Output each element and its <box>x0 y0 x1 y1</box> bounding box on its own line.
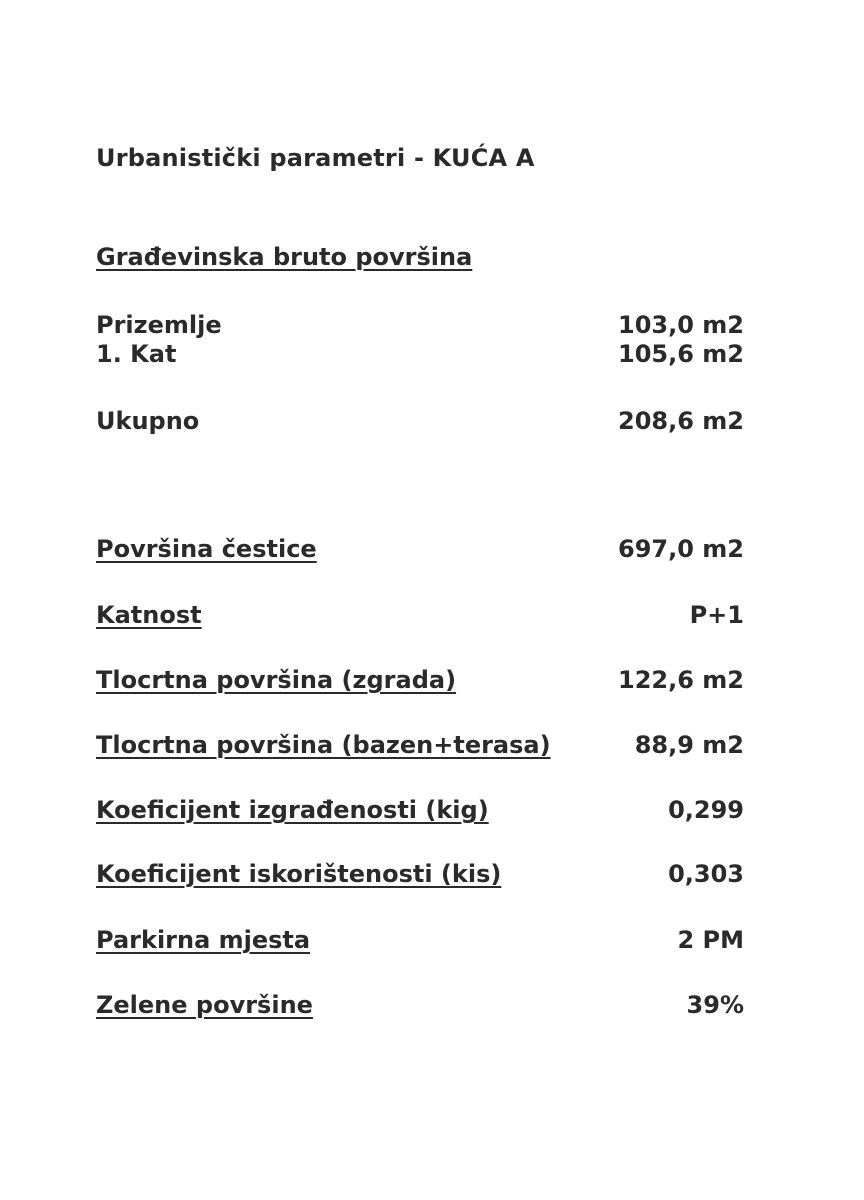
total-value: 208,6 m2 <box>618 407 744 435</box>
parameter-label: Koeficijent iskorištenosti (kis) <box>96 860 502 888</box>
parameter-row-floors <box>96 601 744 629</box>
parameter-value: 2 PM <box>677 926 744 954</box>
parameter-row-parking <box>96 926 744 954</box>
parameter-label: Zelene površine <box>96 991 313 1019</box>
row-value: 105,6 m2 <box>618 340 744 368</box>
parameter-value: 39% <box>686 991 744 1019</box>
gross-area-total-row <box>96 407 744 435</box>
parameter-value: 0,303 <box>668 860 744 888</box>
parameter-row-kis <box>96 860 744 888</box>
parameter-row-footprint-building <box>96 666 744 694</box>
parameter-label: Tlocrtna površina (zgrada) <box>96 666 457 694</box>
parameter-value: 122,6 m2 <box>618 666 744 694</box>
gross-area-row-ground-floor <box>96 311 744 339</box>
parameter-row-green-areas <box>96 991 744 1019</box>
parameter-label: Tlocrtna površina (bazen+terasa) <box>96 731 551 759</box>
gross-area-row-first-floor <box>96 340 744 368</box>
total-label: Ukupno <box>96 407 200 435</box>
parameter-label: Površina čestice <box>96 535 317 563</box>
parameter-row-footprint-pool-terrace <box>96 731 744 759</box>
parameter-value: 88,9 m2 <box>634 731 744 759</box>
parameter-label: Koeficijent izgrađenosti (kig) <box>96 796 489 824</box>
parameter-value: 0,299 <box>668 796 744 824</box>
parameter-row-plot-area <box>96 535 744 563</box>
gross-area-heading: Građevinska bruto površina <box>96 243 473 271</box>
row-label: 1. Kat <box>96 340 177 368</box>
parameter-row-kig <box>96 796 744 824</box>
parameter-value: 697,0 m2 <box>618 535 744 563</box>
parameter-label: Katnost <box>96 601 202 629</box>
parameter-label: Parkirna mjesta <box>96 926 311 954</box>
parameter-value: P+1 <box>689 601 744 629</box>
row-value: 103,0 m2 <box>618 311 744 339</box>
row-label: Prizemlje <box>96 311 222 339</box>
document-title: Urbanistički parametri - KUĆA A <box>96 144 535 172</box>
